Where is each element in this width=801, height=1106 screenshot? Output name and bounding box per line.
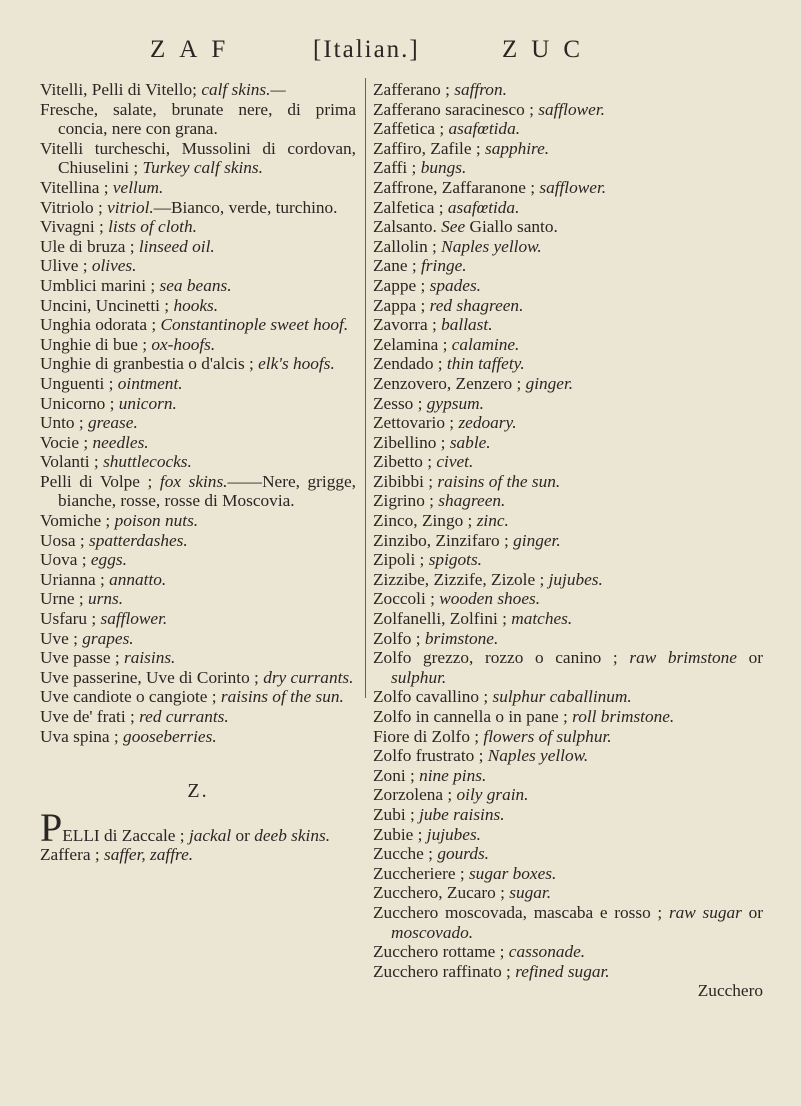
dictionary-entry — [373, 354, 763, 374]
english-gloss: zinc. — [476, 511, 509, 531]
italian-term: Pelli di Volpe ; — [40, 471, 153, 491]
italian-term: Zalsanto. — [373, 217, 437, 237]
dictionary-entry — [40, 100, 356, 139]
italian-term: Zibetto ; — [373, 452, 433, 472]
dictionary-entry — [373, 962, 763, 982]
italian-term: Zigrino ; — [373, 491, 434, 511]
english-gloss: wooden shoes. — [439, 589, 541, 609]
italian-term: Zolfo frustrato ; — [373, 746, 484, 766]
dictionary-entry — [373, 198, 763, 218]
english-gloss: jujubes. — [548, 569, 603, 589]
english-gloss: See — [441, 217, 466, 237]
english-gloss: Turkey calf skins. — [142, 158, 263, 178]
english-gloss: poison nuts. — [114, 511, 199, 531]
italian-term: Zane ; — [373, 256, 417, 276]
english-gloss: fringe. — [421, 256, 467, 276]
english-gloss: calamine. — [451, 334, 520, 354]
drop-cap-rest: ELLI — [62, 825, 100, 845]
english-gloss: vitriol. — [107, 197, 154, 217]
italian-term: Uve passerine, Uve di Corinto ; — [40, 667, 259, 687]
italian-term: Zucchero, Zucaro ; — [373, 883, 505, 903]
italian-term: Zucchero raffinato ; — [373, 961, 511, 981]
english-gloss: shagreen. — [438, 491, 506, 511]
dictionary-entry — [373, 119, 763, 139]
english-gloss: oily grain. — [456, 785, 529, 805]
italian-term: Zavorra ; — [373, 315, 437, 335]
gloss-conjunction: or — [231, 825, 255, 845]
italian-term: Unguenti ; — [40, 373, 114, 393]
dictionary-entry — [373, 178, 763, 198]
english-gloss: sea beans. — [159, 275, 232, 295]
dictionary-entry — [40, 198, 356, 218]
italian-term: Vitelli turcheschi, Mussolini di cordovan, Chiuselini ; — [40, 138, 356, 178]
italian-term: Unghie di granbestia o d'alcis ; — [40, 354, 254, 374]
italian-term: Zafferano saracinesco ; — [373, 99, 534, 119]
dictionary-entry — [40, 629, 356, 649]
italian-term: Urianna ; — [40, 569, 105, 589]
dictionary-entry — [40, 707, 356, 727]
entry-note: Giallo santo. — [465, 217, 558, 237]
english-gloss: calf skins.— — [201, 80, 286, 99]
dictionary-entry — [40, 413, 356, 433]
dictionary-entry — [40, 727, 356, 747]
dictionary-entry — [373, 374, 763, 394]
english-gloss: civet. — [436, 452, 474, 472]
english-gloss: ginger. — [525, 373, 574, 393]
english-gloss: asafœtida. — [448, 119, 521, 139]
dictionary-entry — [40, 550, 356, 570]
gloss-conjunction: or — [736, 648, 763, 668]
english-gloss: safflower. — [100, 609, 168, 629]
dictionary-entry — [373, 511, 763, 531]
english-gloss: lists of cloth. — [108, 217, 197, 237]
italian-term: Uve de' frati ; — [40, 707, 135, 726]
dictionary-entry — [40, 296, 356, 316]
dictionary-entry — [373, 100, 763, 120]
english-gloss: dry currants. — [263, 667, 354, 687]
english-gloss: hooks. — [173, 295, 219, 315]
english-gloss: asafœtida. — [447, 197, 520, 217]
italian-term: Zucche ; — [373, 844, 433, 864]
italian-term: Zolfanelli, Zolfini ; — [373, 609, 507, 629]
english-gloss: zedoary. — [458, 413, 517, 433]
italian-term: Unicorno ; — [40, 393, 115, 413]
italian-term: di Zaccale ; — [99, 825, 185, 845]
italian-term: Zolfo ; — [373, 628, 421, 648]
italian-term: Uve passe ; — [40, 648, 120, 668]
dictionary-entry — [40, 178, 356, 198]
italian-term: Zipoli ; — [373, 550, 425, 570]
entry-note: ——Nere, grigge, bianche, rosse, rosse di Moscovia. — [58, 471, 356, 511]
dictionary-entry — [373, 766, 763, 786]
english-gloss: refined sugar. — [515, 961, 610, 981]
italian-term: Zettovario ; — [373, 413, 455, 433]
dictionary-entry — [373, 648, 763, 687]
dictionary-entry — [373, 256, 763, 276]
italian-term: Zucchero rottame ; — [373, 942, 505, 962]
italian-term: Zappa ; — [373, 295, 426, 315]
dictionary-entry — [373, 687, 763, 707]
running-head-right: ZUC — [502, 36, 594, 63]
dictionary-entry — [373, 570, 763, 590]
dictionary-entry — [373, 394, 763, 414]
dictionary-entry — [373, 413, 763, 433]
dictionary-entry — [373, 531, 763, 551]
dictionary-entry — [373, 550, 763, 570]
italian-term: Zubi ; — [373, 804, 415, 824]
english-gloss: grease. — [88, 413, 138, 433]
english-gloss: sulphur caballinum. — [492, 687, 632, 707]
dictionary-entry — [373, 942, 763, 962]
italian-term: Zorzolena ; — [373, 785, 453, 805]
dictionary-entry — [40, 237, 356, 257]
dictionary-entry — [40, 845, 356, 865]
italian-term: Unghie di bue ; — [40, 334, 148, 354]
english-gloss: nine pins. — [419, 765, 487, 785]
italian-term: Zubie ; — [373, 824, 423, 844]
english-gloss-alt: moscovado. — [391, 922, 474, 942]
dictionary-entry — [40, 315, 356, 335]
dictionary-entry — [373, 335, 763, 355]
italian-term: Zoccoli ; — [373, 589, 435, 609]
italian-term: Urne ; — [40, 589, 84, 609]
dictionary-entry — [373, 237, 763, 257]
english-gloss-alt: deeb skins. — [254, 825, 331, 845]
italian-term: Zallolin ; — [373, 236, 437, 256]
english-gloss: sugar boxes. — [468, 863, 557, 883]
dictionary-entry — [373, 296, 763, 316]
english-gloss: flowers of sulphur. — [483, 726, 612, 746]
running-head-center: [Italian.] — [313, 36, 420, 63]
english-gloss: unicorn. — [118, 393, 177, 413]
dictionary-entry — [373, 864, 763, 884]
italian-term: Vivagni ; — [40, 217, 104, 237]
italian-term: Zolfo cavallino ; — [373, 687, 489, 707]
english-gloss: spigots. — [428, 550, 482, 570]
italian-term: Zalfetica ; — [373, 197, 444, 217]
dictionary-entry — [40, 354, 356, 374]
dictionary-entry — [40, 139, 356, 178]
english-gloss: sugar. — [509, 883, 552, 903]
dictionary-entry — [373, 217, 763, 237]
dictionary-entry — [373, 452, 763, 472]
italian-term: Zinco, Zingo ; — [373, 511, 473, 531]
english-gloss: spades. — [429, 275, 482, 295]
english-gloss: sable. — [449, 432, 491, 452]
dictionary-entry — [373, 80, 763, 100]
italian-term: Zuccheriere ; — [373, 863, 465, 883]
english-gloss: safflower. — [539, 177, 607, 197]
english-gloss: gypsum. — [426, 393, 484, 413]
dictionary-entry — [40, 687, 356, 707]
section-letter: Z. — [187, 780, 209, 803]
english-gloss: annatto. — [109, 569, 167, 589]
dictionary-entry — [373, 903, 763, 942]
running-head — [0, 36, 801, 70]
dictionary-entry — [373, 707, 763, 727]
dictionary-entry — [40, 531, 356, 551]
dictionary-entry — [40, 452, 356, 472]
italian-term: Umblici marini ; — [40, 275, 156, 295]
dictionary-entry — [40, 433, 356, 453]
english-gloss: raw brimstone — [629, 648, 737, 668]
english-gloss: raisins of the sun. — [437, 471, 561, 491]
italian-term: Vocie ; — [40, 432, 89, 452]
english-gloss: raw sugar — [668, 902, 742, 922]
english-gloss: saffer, zaffre. — [103, 845, 194, 865]
italian-term: Ulive ; — [40, 256, 88, 276]
english-gloss: cassonade. — [508, 942, 586, 962]
gloss-conjunction: or — [741, 902, 763, 922]
italian-term: Uve candiote o cangiote ; — [40, 687, 217, 707]
english-gloss: raisins. — [124, 648, 176, 668]
english-gloss: jackal — [188, 825, 232, 845]
english-gloss: jube raisins. — [419, 804, 505, 824]
italian-term: Zolfo grezzo, rozzo o canino ; — [373, 648, 618, 668]
running-head-left: ZAF — [150, 36, 240, 63]
dictionary-entry — [373, 805, 763, 825]
italian-term: Fresche, salate, brunate nere, di prima concia, nere con grana. — [40, 99, 356, 139]
english-gloss: shuttlecocks. — [103, 452, 192, 472]
dictionary-entry — [40, 256, 356, 276]
english-gloss: Naples yellow. — [487, 746, 589, 766]
column-rule — [365, 78, 366, 698]
dictionary-entry — [40, 276, 356, 296]
italian-term: Unghia odorata ; — [40, 315, 157, 335]
italian-term: Vitriolo ; — [40, 197, 103, 217]
english-gloss: saffron. — [454, 80, 507, 99]
italian-term: Uva spina ; — [40, 726, 119, 746]
italian-term: Zaffi ; — [373, 158, 417, 178]
dictionary-entry — [40, 374, 356, 394]
dictionary-entry — [373, 276, 763, 296]
english-gloss: grapes. — [82, 628, 134, 648]
italian-term: Zaffiro, Zafile ; — [373, 138, 481, 158]
english-gloss: jujubes. — [426, 824, 482, 844]
dictionary-entry — [40, 804, 356, 850]
dictionary-entry — [40, 668, 356, 688]
italian-term: Usfaru ; — [40, 609, 97, 629]
italian-term: Vomiche ; — [40, 511, 111, 531]
italian-term: Zaffetica ; — [373, 119, 445, 139]
entry-note: —Bianco, verde, turchino. — [153, 197, 338, 217]
english-gloss: ballast. — [441, 315, 493, 335]
english-gloss: Naples yellow. — [441, 236, 542, 256]
dictionary-entry — [40, 648, 356, 668]
italian-term: Zibellino ; — [373, 432, 446, 452]
english-gloss: safflower. — [538, 99, 605, 119]
english-gloss: vellum. — [112, 177, 164, 197]
dictionary-entry — [373, 825, 763, 845]
english-gloss: brimstone. — [424, 628, 499, 648]
english-gloss: roll brimstone. — [572, 707, 675, 726]
italian-term: Zaffrone, Zaffaranone ; — [373, 177, 536, 197]
english-gloss: bungs. — [420, 158, 467, 178]
english-gloss: elk's hoofs. — [258, 354, 335, 374]
english-gloss: red currants. — [139, 707, 229, 726]
english-gloss: red shagreen. — [429, 295, 524, 315]
italian-term: Zendado ; — [373, 354, 443, 374]
dictionary-entry — [40, 609, 356, 629]
italian-term: Zelamina ; — [373, 334, 448, 354]
left-column — [40, 80, 356, 865]
dictionary-entry — [373, 785, 763, 805]
dictionary-entry — [40, 335, 356, 355]
italian-term: Zaffera ; — [40, 845, 100, 865]
italian-term: Zenzovero, Zenzero ; — [373, 373, 522, 393]
italian-term: Zoni ; — [373, 765, 415, 785]
english-gloss-alt: sulphur. — [391, 667, 447, 687]
italian-term: Unto ; — [40, 413, 84, 433]
dictionary-entry — [40, 570, 356, 590]
italian-term: Zizzibe, Zizzife, Zizole ; — [373, 569, 545, 589]
dictionary-entry — [373, 844, 763, 864]
english-gloss: ox-hoofs. — [151, 334, 216, 354]
dictionary-entry — [373, 472, 763, 492]
dictionary-entry — [373, 883, 763, 903]
italian-term: Uova ; — [40, 550, 87, 570]
english-gloss: raisins of the sun. — [220, 687, 344, 707]
italian-term: Zappe ; — [373, 275, 426, 295]
italian-term: Zolfo in cannella o in pane ; — [373, 707, 568, 726]
dictionary-entry — [373, 139, 763, 159]
italian-term: Vitelli, Pelli di Vitello; — [40, 80, 197, 99]
english-gloss: fox skins. — [159, 471, 228, 491]
english-gloss: linseed oil. — [138, 236, 215, 256]
dictionary-entry — [40, 511, 356, 531]
italian-term: Zafferano ; — [373, 80, 450, 99]
drop-cap-letter: P — [40, 804, 63, 850]
dictionary-entry — [373, 727, 763, 747]
italian-term: Volanti ; — [40, 452, 99, 472]
italian-term: Uncini, Uncinetti ; — [40, 295, 170, 315]
italian-term: Uosa ; — [40, 530, 85, 550]
dictionary-entry — [40, 394, 356, 414]
english-gloss: ointment. — [117, 373, 183, 393]
italian-term: Zinzibo, Zinzifaro ; — [373, 530, 509, 550]
dictionary-entry — [373, 158, 763, 178]
english-gloss: eggs. — [90, 550, 127, 570]
english-gloss: matches. — [511, 609, 573, 629]
italian-term: Zesso ; — [373, 393, 423, 413]
english-gloss: gourds. — [437, 844, 490, 864]
italian-term: Zibibbi ; — [373, 471, 434, 491]
english-gloss: olives. — [91, 256, 137, 276]
english-gloss: urns. — [88, 589, 124, 609]
dictionary-entry — [40, 80, 356, 100]
dictionary-entry — [40, 217, 356, 237]
catchword: Zucchero — [697, 981, 763, 1001]
english-gloss: ginger. — [513, 530, 561, 550]
english-gloss: Constantinople sweet hoof. — [160, 315, 349, 335]
english-gloss: sapphire. — [484, 138, 550, 158]
english-gloss: thin taffety. — [446, 354, 525, 374]
dictionary-entry — [373, 315, 763, 335]
dictionary-entry — [373, 609, 763, 629]
dictionary-entry — [40, 589, 356, 609]
italian-term: Fiore di Zolfo ; — [373, 726, 480, 746]
dictionary-entry — [373, 629, 763, 649]
english-gloss: needles. — [92, 432, 149, 452]
dictionary-entry — [40, 472, 356, 511]
right-column — [373, 80, 763, 1001]
italian-term: Zucchero moscovada, mascaba e rosso ; — [373, 902, 663, 922]
italian-term: Ule di bruza ; — [40, 236, 135, 256]
dictionary-entry — [373, 491, 763, 511]
dictionary-entry — [373, 589, 763, 609]
italian-term: Vitellina ; — [40, 177, 109, 197]
english-gloss: spatterdashes. — [88, 530, 188, 550]
english-gloss: gooseberries. — [123, 726, 217, 746]
dictionary-entry — [373, 433, 763, 453]
italian-term: Uve ; — [40, 628, 78, 648]
dictionary-entry — [373, 746, 763, 766]
